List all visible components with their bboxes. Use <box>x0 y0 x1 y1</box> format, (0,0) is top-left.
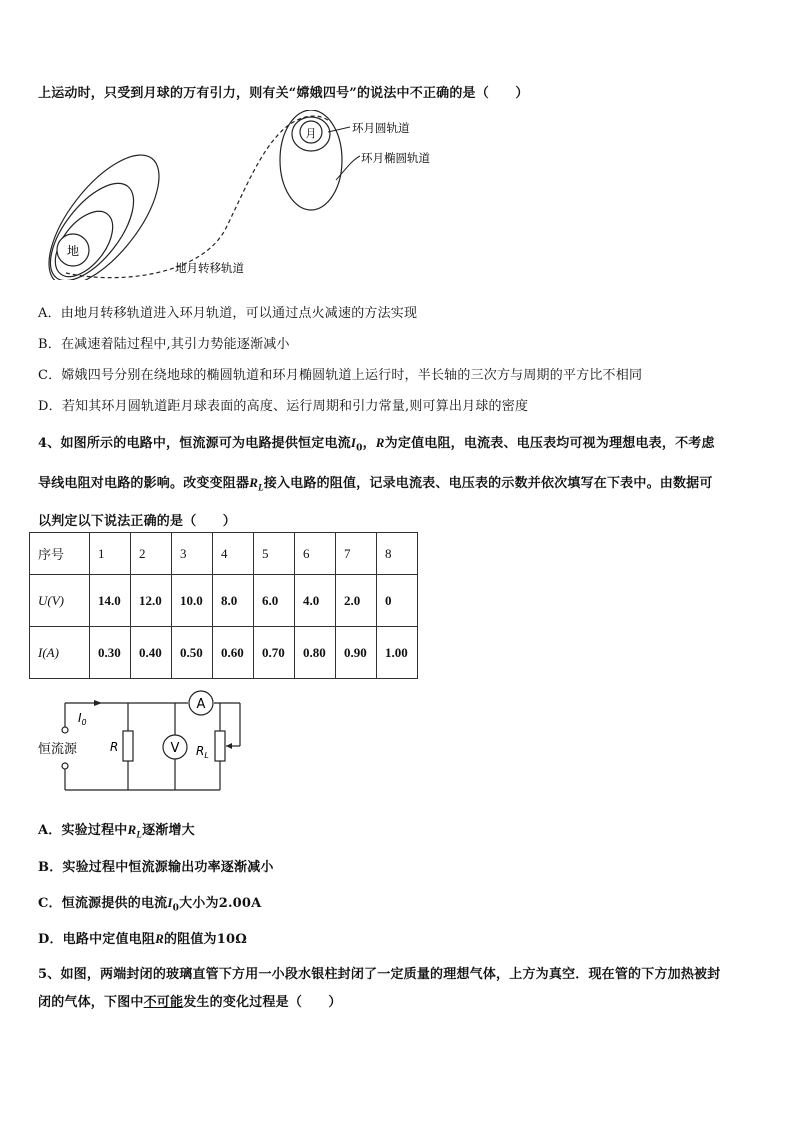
circ-orbit-label: 环月圆轨道 <box>352 121 410 135</box>
source-terminal-bottom <box>62 763 68 769</box>
q3-intro: 上运动时，只受到月球的万有引力，则有关“嫦娥四号”的说法中不正确的是（ ） <box>38 86 529 101</box>
ellip-orbit-label: 环月椭圆轨道 <box>361 151 430 165</box>
q4-stem-line2: 导线电阻对电路的影响。改变变阻器$R_L$接入电路的阻值，记录电流表、电压表的示数并依次填写在下表中。由数据可 <box>38 475 713 493</box>
table-row: 序号 1 2 3 4 5 6 7 8 <box>30 533 418 575</box>
source-label: 恒流源 <box>38 742 78 757</box>
q4-option-c: C．恒流源提供的电流$I_0$大小为2.00A <box>38 895 262 914</box>
table-row: U(V) 14.0 12.0 10.0 8.0 6.0 4.0 2.0 0 <box>30 575 418 627</box>
q4-option-a: A．实验过程中$R_L$逐渐增大 <box>38 822 195 840</box>
q4-option-d: D．电路中定值电阻R的阻值为10Ω <box>38 931 248 947</box>
resistor-label: R <box>110 740 119 754</box>
pointer-circ <box>328 127 350 132</box>
q3-option-c: C．嫦娥四号分别在绕地球的椭圆轨道和环月椭圆轨道上运行时，半长轴的三次方与周期的平方比不相同 <box>38 368 643 383</box>
q5-line2: 闭的气体，下图中不可能发生的变化过程是（ ） <box>38 995 342 1010</box>
q3-option-d: D．若知其环月圆轨道距月球表面的高度、运行周期和引力常量,则可算出月球的密度 <box>38 399 529 414</box>
svg-text:V: V <box>170 741 180 756</box>
current-label: I(A) <box>30 627 90 679</box>
data-table <box>29 532 418 679</box>
q4-stem-line1: 4、如图所示的电路中，恒流源可为电路提供恒定电流$I_0$，R为定值电阻，电流表、电压表均可视为理想电表，不考虑 <box>38 435 715 454</box>
transfer-orbit-label: 地月转移轨道 <box>175 261 244 275</box>
orbit-figure <box>30 110 460 280</box>
pointer-ellip <box>336 156 360 180</box>
table-header-label: 序号 <box>30 533 90 575</box>
svg-text:A: A <box>196 697 206 712</box>
earth-orbits <box>30 138 179 280</box>
current-arrow <box>94 700 102 706</box>
circuit-diagram <box>30 685 260 805</box>
source-terminal-top <box>62 727 68 733</box>
earth-label: 地 <box>66 244 80 258</box>
current-label-circuit: $I_0$ <box>78 711 87 727</box>
q4-option-b: B．实验过程中恒流源输出功率逐渐减小 <box>38 860 274 875</box>
moon-label: 月 <box>305 127 317 140</box>
q5-line1: 5、如图，两端封闭的玻璃直管下方用一小段水银柱封闭了一定质量的理想气体，上方为真空．现在管的下方加热被封 <box>38 967 721 982</box>
q3-option-b: B．在减速着陆过程中,其引力势能逐渐减小 <box>38 337 290 352</box>
table-row: I(A) 0.30 0.40 0.50 0.60 0.70 0.80 0.90 1.00 <box>30 627 418 679</box>
q3-option-a: A．由地月转移轨道进入环月轨道，可以通过点火减速的方法实现 <box>38 306 418 321</box>
q4-stem-line3: 以判定以下说法正确的是（ ） <box>38 514 237 529</box>
rheostat-label: $R_L$ <box>196 744 209 760</box>
slider-arrow <box>226 743 232 749</box>
voltage-label: U(V) <box>30 575 90 627</box>
